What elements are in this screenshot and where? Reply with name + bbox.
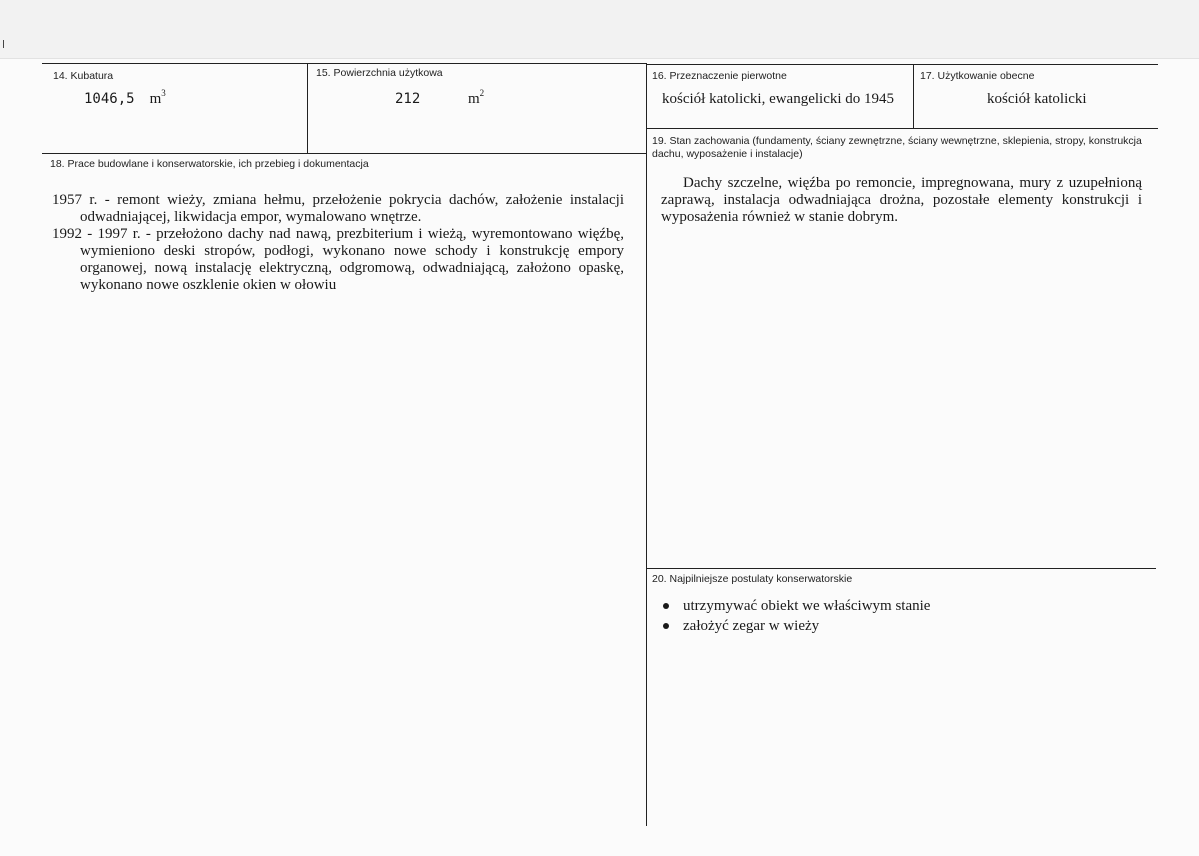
- uzytkowanie-value: kościół katolicki: [987, 91, 1087, 107]
- kubatura-value: 1046,5: [84, 91, 135, 107]
- powierzchnia-label: 15. Powierzchnia użytkowa: [316, 67, 443, 79]
- postulat-item: utrzymywać obiekt we właściwym stanie: [661, 596, 930, 616]
- powierzchnia-value: 212: [395, 91, 421, 107]
- top-scan-band: [0, 0, 1199, 59]
- przeznaczenie-label: 16. Przeznaczenie pierwotne: [652, 70, 787, 82]
- uzytkowanie-label: 17. Użytkowanie obecne: [920, 70, 1035, 82]
- prace-entry-1957: 1957 r. - remont wieży, zmiana hełmu, przełożenie pokrycia dachów, założenie instalacji odwadniającej, likwidacja empor, wymalowano wnętrze.: [52, 192, 624, 225]
- powierzchnia-unit-exp: 2: [479, 88, 485, 98]
- postulat-item: założyć zegar w wieży: [661, 616, 930, 636]
- powierzchnia-unit-group: [468, 88, 485, 108]
- kubatura-unit: m: [149, 91, 162, 107]
- stan-zachowania-text: Dachy szczelne, więźba po remoncie, impregnowana, mury z uzupełnioną zaprawą, instalacja odwadniająca drożna, pozostałe elementy konstrukcji i wyposażenia również w stanie dobrym.: [661, 175, 1142, 225]
- kubatura-value-group: [84, 88, 166, 108]
- main-vertical-divider: [646, 63, 647, 826]
- divider-14-15: [307, 63, 308, 153]
- divider-16-17: [913, 64, 914, 128]
- row1-bottom-left: [42, 153, 646, 154]
- przeznaczenie-value: kościół katolicki, ewangelicki do 1945: [662, 91, 895, 107]
- kubatura-label: 14. Kubatura: [53, 70, 114, 82]
- postulaty-list: [661, 596, 930, 636]
- section-20-top: [646, 568, 1156, 569]
- kubatura-unit-exp: 3: [161, 88, 166, 98]
- prace-text: [52, 192, 624, 294]
- stan-zachowania-label: 19. Stan zachowania (fundamenty, ściany zewnętrzne, ściany wewnętrzne, sklepienia, stropy, konstrukcja dachu, wyposażenie i instalacje): [652, 135, 1142, 160]
- prace-label: 18. Prace budowlane i konserwatorskie, ich przebieg i dokumentacja: [50, 158, 369, 170]
- prace-entry-1992: 1992 - 1997 r. - przełożono dachy nad nawą, prezbiterium i wieżą, wyremontowano więźbę, wymieniono deski stropów, podłogi, wykonano nowe schody i konstrukcję empory organowej, nową instalację elektryczną, odgromową, odwadniającą, założono opaskę, wykonano nowe oszklenie okien w ołowiu: [52, 226, 624, 293]
- top-border-right: [646, 64, 1158, 65]
- top-border-left: [42, 63, 646, 64]
- powierzchnia-unit: m: [468, 91, 480, 107]
- postulaty-label: 20. Najpilniejsze postulaty konserwatorskie: [652, 573, 853, 585]
- row1-bottom-right: [646, 128, 1158, 129]
- left-edge-mark: [3, 40, 4, 48]
